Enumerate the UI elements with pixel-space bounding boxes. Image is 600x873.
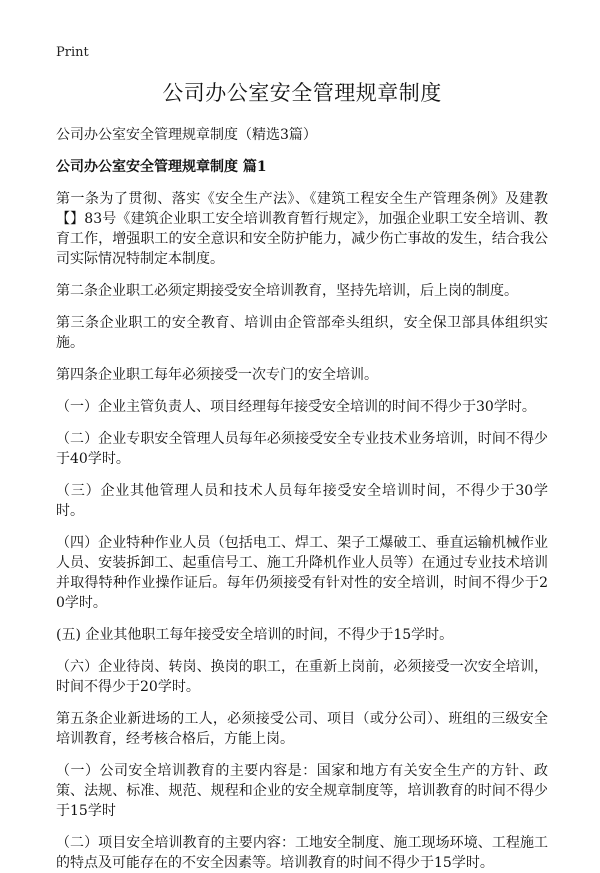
article-5-item-2: （二）项目安全培训教育的主要内容：工地安全制度、施工现场环境、工程施工的特点及可能存在的不安全因素等。培训教育的时间不得少于15学时。 — [56, 835, 548, 871]
article-2-paragraph: 第二条企业职工必须定期接受安全培训教育，坚持先培训，后上岗的制度。 — [56, 283, 518, 299]
article-4-item-3: （三）企业其他管理人员和技术人员每年接受安全培训时间，不得少于30学时。 — [56, 483, 548, 519]
article-4-item-4: （四）企业特种作业人员（包括电工、焊工、架子工爆破工、垂直运输机械作业人员、安装拆卸工、起重信号工、施工升降机作业人员等）在通过专业技术培训并取得特种作业操作证后。每年仍须接受有针对性的安全培训，时间不得少于20学时。 — [56, 535, 548, 611]
document-subtitle: 公司办公室安全管理规章制度（精选3篇） — [56, 127, 317, 143]
print-link[interactable]: Print — [56, 45, 89, 60]
article-4-paragraph: 第四条企业职工每年必须接受一次专门的安全培训。 — [56, 367, 378, 383]
article-3-paragraph: 第三条企业职工的安全教育、培训由企管部牵头组织，安全保卫部具体组织实施。 — [56, 315, 548, 351]
article-4-item-1: （一）企业主管负责人、项目经理每年接受安全培训的时间不得少于30学时。 — [56, 399, 536, 415]
article-5-item-1: （一）公司安全培训教育的主要内容是：国家和地方有关安全生产的方针、政策、法规、标准、规范、规程和企业的安全规章制度等，培训教育的时间不得少于15学时 — [56, 763, 548, 819]
article-4-item-2: （二）企业专职安全管理人员每年必须接受安全专业技术业务培训，时间不得少于40学时。 — [56, 431, 548, 467]
section-heading: 公司办公室安全管理规章制度 篇1 — [56, 159, 267, 175]
page-title: 公司办公室安全管理规章制度 — [162, 81, 442, 105]
article-1-paragraph: 第一条为了贯彻、落实《安全生产法》、《建筑工程安全生产管理条例》及建教【】83号《建筑企业职工安全培训教育暂行规定》，加强企业职工安全培训、教育工作，增强职工的安全意识和安全防护能力，减少伤亡事故的发生，结合我公司实际情况特制定本制度。 — [56, 191, 548, 267]
article-4-item-5: (五) 企业其他职工每年接受安全培训的时间，不得少于15学时。 — [56, 627, 454, 643]
article-4-item-6: （六）企业待岗、转岗、换岗的职工，在重新上岗前，必须接受一次安全培训，时间不得少于20学时。 — [56, 659, 548, 695]
article-5-paragraph: 第五条企业新进场的工人，必须接受公司、项目（或分公司）、班组的三级安全培训教育，经考核合格后，方能上岗。 — [56, 711, 548, 747]
